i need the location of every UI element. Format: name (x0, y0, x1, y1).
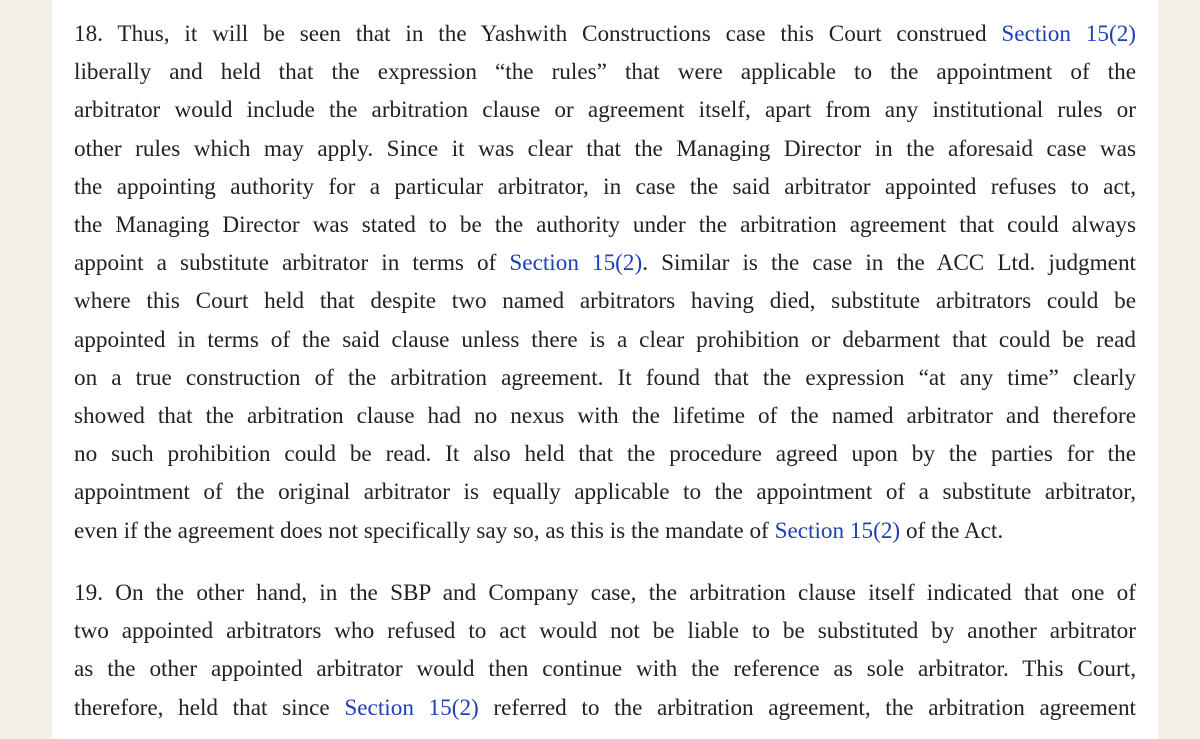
text-run: therefore, held that since (74, 694, 345, 721)
text-line (74, 397, 1136, 435)
text-line (74, 359, 1136, 397)
text-line (74, 512, 1136, 550)
text-line (74, 574, 1136, 612)
text-line (74, 244, 1136, 282)
text-run: referred to the arbitration agreement, the arbitration agreement (478, 694, 1136, 721)
text-run: liberally and held that the expression “the rules” that were applicable to the appointment of the (74, 59, 1136, 86)
text-line (74, 282, 1136, 320)
text-line (74, 91, 1136, 129)
text-run: even if the agreement does not specifically say so, as this is the mandate of (74, 517, 775, 544)
text-run: appointment of the original arbitrator is equally applicable to the appointment of a substitute arbitrator, (74, 479, 1136, 506)
section-15-2-link[interactable]: Section 15(2) (1001, 21, 1137, 47)
text-line (74, 206, 1136, 244)
text-line (74, 435, 1136, 473)
section-15-2-link[interactable]: Section 15(2) (774, 517, 901, 544)
text-line (74, 53, 1136, 91)
paragraph-19 (74, 574, 1136, 727)
text-line (74, 689, 1136, 727)
text-run: other rules which may apply. Since it was clear that the Managing Director in the aforesaid case was (74, 135, 1136, 162)
text-run: the Managing Director was stated to be the authority under the arbitration agreement that could always (74, 212, 1136, 239)
text-run: appoint a substitute arbitrator in terms of (74, 250, 510, 277)
text-line (74, 168, 1136, 206)
text-run: showed that the arbitration clause had no nexus with the lifetime of the named arbitrator and therefore (74, 403, 1136, 430)
text-line (74, 130, 1136, 168)
text-run: . Similar is the case in the ACC Ltd. judgment (642, 250, 1136, 277)
section-15-2-link[interactable]: Section 15(2) (344, 694, 479, 721)
text-run: as the other appointed arbitrator would then continue with the reference as sole arbitrator. This Court, (74, 656, 1136, 683)
text-run: on a true construction of the arbitration agreement. It found that the expression “at any time” clearly (74, 364, 1136, 391)
text-run: arbitrator would include the arbitration clause or agreement itself, apart from any institutional rules or (74, 97, 1136, 124)
text-line (74, 612, 1136, 650)
paragraph-18 (74, 15, 1136, 550)
text-run: the appointing authority for a particular arbitrator, in case the said arbitrator appointed refuses to act, (74, 173, 1136, 200)
text-run: 19. On the other hand, in the SBP and Company case, the arbitration clause itself indicated that one of (74, 580, 1136, 606)
text-run: two appointed arbitrators who refused to act would not be liable to be substituted by another arbitrator (74, 618, 1136, 645)
text-line (74, 321, 1136, 359)
text-run: 18. Thus, it will be seen that in the Yashwith Constructions case this Court construed (74, 21, 1002, 47)
text-line (74, 473, 1136, 511)
text-run: of the Act. (900, 517, 1004, 544)
text-run: where this Court held that despite two named arbitrators having died, substitute arbitrators could be (74, 288, 1136, 315)
text-line (74, 650, 1136, 688)
text-line (74, 15, 1136, 53)
text-run: appointed in terms of the said clause unless there is a clear prohibition or debarment that could be read (74, 326, 1136, 353)
section-15-2-link[interactable]: Section 15(2) (509, 250, 643, 277)
text-run: no such prohibition could be read. It also held that the procedure agreed upon by the parties for the (74, 441, 1136, 468)
document-page (52, 0, 1158, 739)
